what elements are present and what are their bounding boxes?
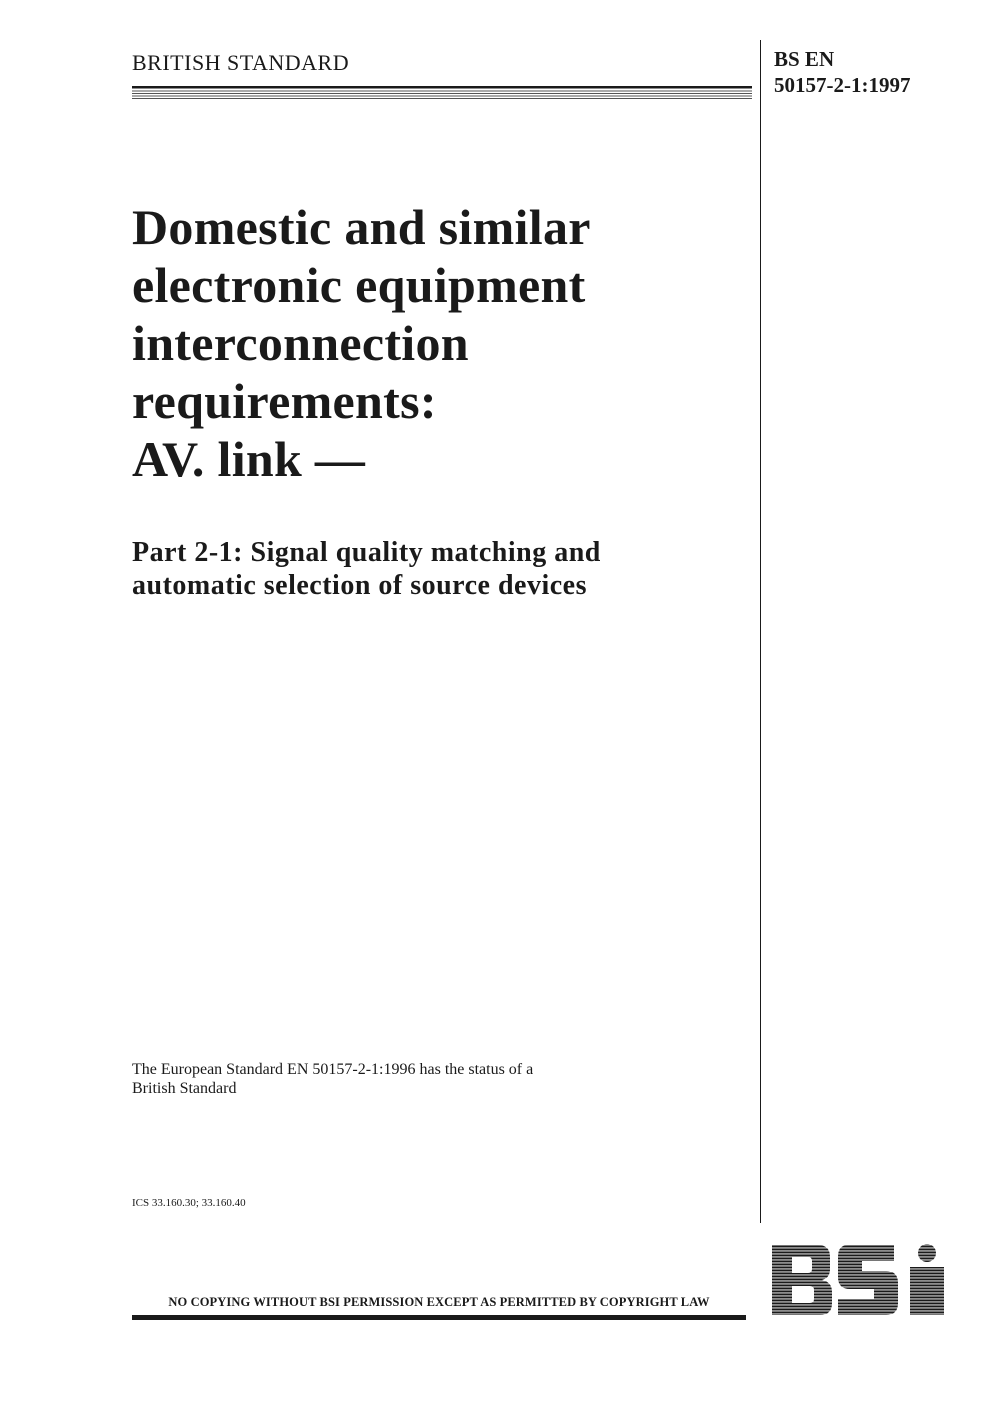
subtitle-line-2: automatic selection of source devices (132, 570, 587, 601)
status-note-line-2: British Standard (132, 1080, 237, 1097)
standard-number-line-2: 50157-2-1:1997 (774, 73, 911, 97)
status-note-line-1: The European Standard EN 50157-2-1:1996 has the status of a (132, 1061, 534, 1078)
subtitle-line-1: Part 2-1: Signal quality matching and (132, 537, 601, 568)
title-line-4: requirements: (132, 373, 437, 429)
bsi-logo-icon (770, 1243, 946, 1317)
title-line-2: electronic equipment (132, 257, 586, 313)
publication-type-label: BRITISH STANDARD (132, 50, 350, 75)
title-line-3: interconnection (132, 315, 469, 371)
vertical-divider (760, 40, 761, 1223)
ics-code: ICS 33.160.30; 33.160.40 (132, 1197, 246, 1209)
document-subtitle (132, 536, 752, 602)
title-line-5: AV. link — (132, 431, 366, 487)
header-rule (132, 86, 752, 100)
bottom-rule (132, 1315, 746, 1320)
standard-number-line-1: BS EN (774, 47, 835, 71)
document-title (132, 198, 742, 488)
standard-number (774, 46, 910, 98)
status-note (132, 1060, 692, 1098)
copyright-notice: NO COPYING WITHOUT BSI PERMISSION EXCEPT AS PERMITTED BY COPYRIGHT LAW (168, 1295, 710, 1309)
title-line-1: Domestic and similar (132, 199, 591, 255)
